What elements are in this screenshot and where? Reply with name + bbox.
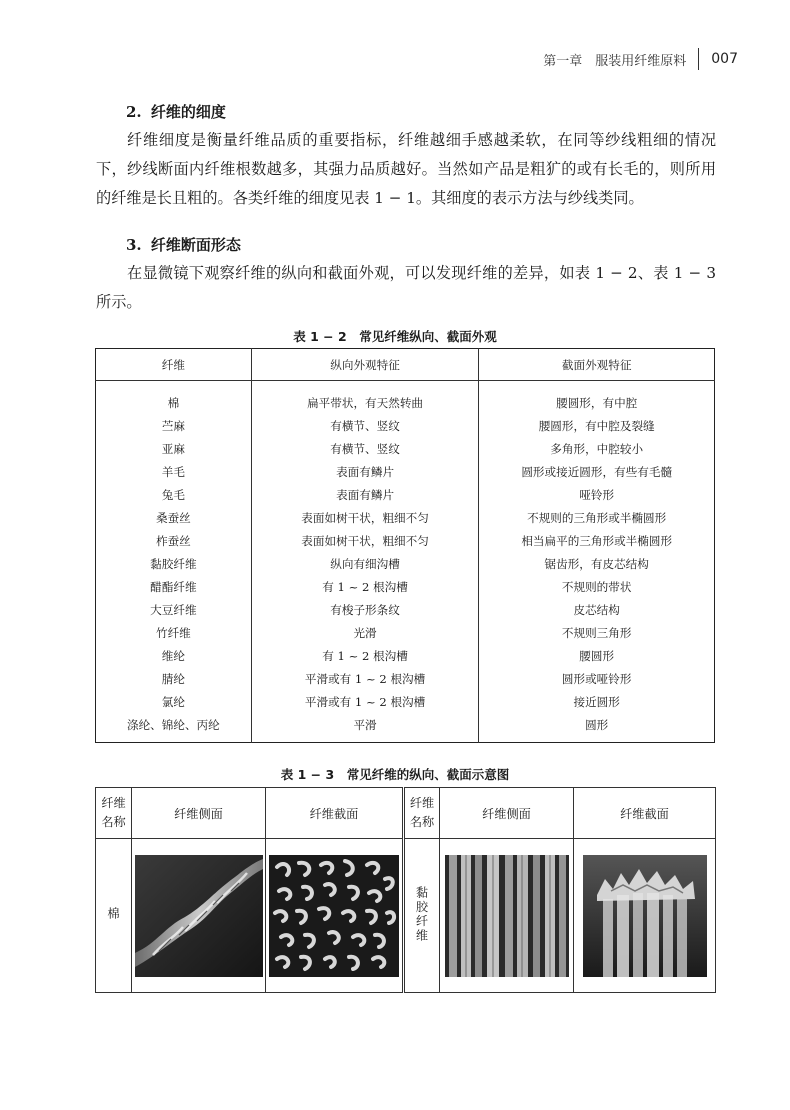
- table-row: [96, 552, 715, 575]
- cell-longitudinal: 扁平带状，有天然转曲: [251, 381, 479, 415]
- table-row: [96, 437, 715, 460]
- section-2-title: 纤维的细度: [150, 103, 226, 121]
- fiber-name-viscose: 黏胶纤维: [404, 839, 440, 993]
- table-1-2: [95, 348, 715, 743]
- cell-cross-section: 哑铃形: [579, 487, 615, 502]
- section-3-number: 3.: [126, 236, 142, 254]
- table-row: [96, 598, 715, 621]
- table-row: [96, 713, 715, 743]
- cell-longitudinal: 有横节、竖纹: [251, 414, 479, 437]
- cell-cross-section: 腰圆形: [579, 648, 615, 663]
- cross-section-header: 纤维截面: [266, 788, 404, 839]
- cell-cross-section: 接近圆形: [573, 694, 620, 709]
- cell-fiber: 亚麻: [96, 437, 252, 460]
- cell-cross-section: 圆形或哑铃形: [561, 671, 632, 686]
- cell-fiber: 维纶: [96, 644, 252, 667]
- cell-cross-section: 腰圆形，有中腔: [556, 395, 638, 410]
- fiber-name-header: 纤维名称: [96, 788, 132, 839]
- table-row: [96, 506, 715, 529]
- section-2-paragraph: 纤维细度是衡量纤维品质的重要指标，纤维越细手感越柔软，在同等纱线粗细的情况下，纱线断面内纤维根数越多，其强力品质越好。当然如产品是粗犷的或有长毛的，则所用的纤维是长且粗的。各类纤维的细度见表 1 − 1。其细度的表示方法与纱线类同。: [96, 131, 716, 207]
- cell-fiber: 腈纶: [96, 667, 252, 690]
- side-view-header: 纤维侧面: [132, 788, 266, 839]
- fiber-name-header-2: 纤维名称: [404, 788, 440, 839]
- table-row: [96, 529, 715, 552]
- table-row: [96, 460, 715, 483]
- fiber-name-cotton: 棉: [96, 839, 132, 993]
- header-divider: [698, 48, 699, 70]
- cell-cross-section: 腰圆形，有中腔及裂缝: [538, 418, 655, 433]
- cotton-side-view: [132, 839, 266, 993]
- viscose-side-view: [440, 839, 574, 993]
- section-3-title: 纤维断面形态: [150, 236, 241, 254]
- cell-fiber: 竹纤维: [96, 621, 252, 644]
- table-row: [96, 483, 715, 506]
- cell-longitudinal: 纵向有细沟槽: [251, 552, 479, 575]
- cell-fiber: 桑蚕丝: [96, 506, 252, 529]
- table-1-3: [95, 787, 716, 993]
- table-1-3-caption: 表 1 − 3 常见纤维的纵向、截面示意图: [280, 767, 510, 782]
- cotton-cross-section: [266, 839, 404, 993]
- cell-cross-section: 锯齿形，有皮芯结构: [544, 556, 649, 571]
- cell-longitudinal: 表面有鳞片: [251, 460, 479, 483]
- table-1-3-image-row: [96, 839, 716, 993]
- table-row: [96, 575, 715, 598]
- header-cross-section: 截面外观特征: [479, 349, 715, 381]
- cell-cross-section: 不规则三角形: [561, 625, 632, 640]
- section-3-paragraph: 在显微镜下观察纤维的纵向和截面外观，可以发现纤维的差异，如表 1 − 2、表 1 − 3 所示。: [96, 264, 716, 311]
- cell-fiber: 涤纶、锦纶、丙纶: [96, 713, 252, 743]
- cell-longitudinal: 平滑或有 1 ~ 2 根沟槽: [251, 667, 479, 690]
- cell-longitudinal: 有梭子形条纹: [251, 598, 479, 621]
- cell-fiber: 氯纶: [96, 690, 252, 713]
- section-2-number: 2.: [126, 103, 142, 121]
- cell-longitudinal: 有横节、竖纹: [251, 437, 479, 460]
- cell-longitudinal: 表面如树干状，粗细不匀: [251, 529, 479, 552]
- cell-cross-section: 圆形: [585, 717, 609, 732]
- cell-fiber: 柞蚕丝: [96, 529, 252, 552]
- header-fiber: 纤维: [96, 349, 252, 381]
- cell-fiber: 大豆纤维: [96, 598, 252, 621]
- table-1-3-header-row: [96, 788, 716, 839]
- cell-cross-section: 相当扁平的三角形或半椭圆形: [521, 533, 673, 548]
- section-3-heading: [126, 234, 241, 255]
- cell-longitudinal: 有 1 ~ 2 根沟槽: [251, 575, 479, 598]
- section-2-heading: [126, 101, 226, 122]
- cell-fiber: 醋酯纤维: [96, 575, 252, 598]
- cell-longitudinal: 光滑: [251, 621, 479, 644]
- table-row: [96, 414, 715, 437]
- cell-fiber: 黏胶纤维: [96, 552, 252, 575]
- cell-cross-section: 皮芯结构: [573, 602, 620, 617]
- cotton-side-photo: [135, 855, 263, 977]
- page-number: 007: [711, 51, 738, 67]
- viscose-side-photo: [445, 855, 569, 977]
- table-row: [96, 621, 715, 644]
- cell-longitudinal: 表面如树干状，粗细不匀: [251, 506, 479, 529]
- side-view-header-2: 纤维侧面: [440, 788, 574, 839]
- cell-fiber: 棉: [96, 381, 252, 415]
- cell-longitudinal: 平滑或有 1 ~ 2 根沟槽: [251, 690, 479, 713]
- chapter-title: 第一章 服装用纤维原料: [543, 53, 687, 69]
- cell-cross-section: 不规则的三角形或半椭圆形: [527, 510, 667, 525]
- cell-cross-section: 多角形，中腔较小: [550, 441, 644, 456]
- table-row: [96, 690, 715, 713]
- cell-cross-section: 不规则的带状: [561, 579, 632, 594]
- header-longitudinal: 纵向外观特征: [251, 349, 479, 381]
- cross-section-header-2: 纤维截面: [574, 788, 716, 839]
- table-header-row: [96, 349, 715, 381]
- table-row: [96, 667, 715, 690]
- cell-fiber: 羊毛: [96, 460, 252, 483]
- cell-longitudinal: 有 1 ~ 2 根沟槽: [251, 644, 479, 667]
- viscose-cross-photo: [583, 855, 707, 977]
- viscose-cross-section: [574, 839, 716, 993]
- cell-fiber: 苎麻: [96, 414, 252, 437]
- cell-longitudinal: 平滑: [251, 713, 479, 743]
- table-body: [96, 381, 715, 743]
- cell-fiber: 兔毛: [96, 483, 252, 506]
- table-row: [96, 381, 715, 415]
- page-header: [543, 48, 738, 70]
- cell-cross-section: 圆形或接近圆形，有些有毛髓: [521, 464, 673, 479]
- cell-longitudinal: 表面有鳞片: [251, 483, 479, 506]
- cotton-cross-photo: [269, 855, 399, 977]
- table-1-2-caption: 表 1 − 2 常见纤维纵向、截面外观: [293, 329, 497, 344]
- table-row: [96, 644, 715, 667]
